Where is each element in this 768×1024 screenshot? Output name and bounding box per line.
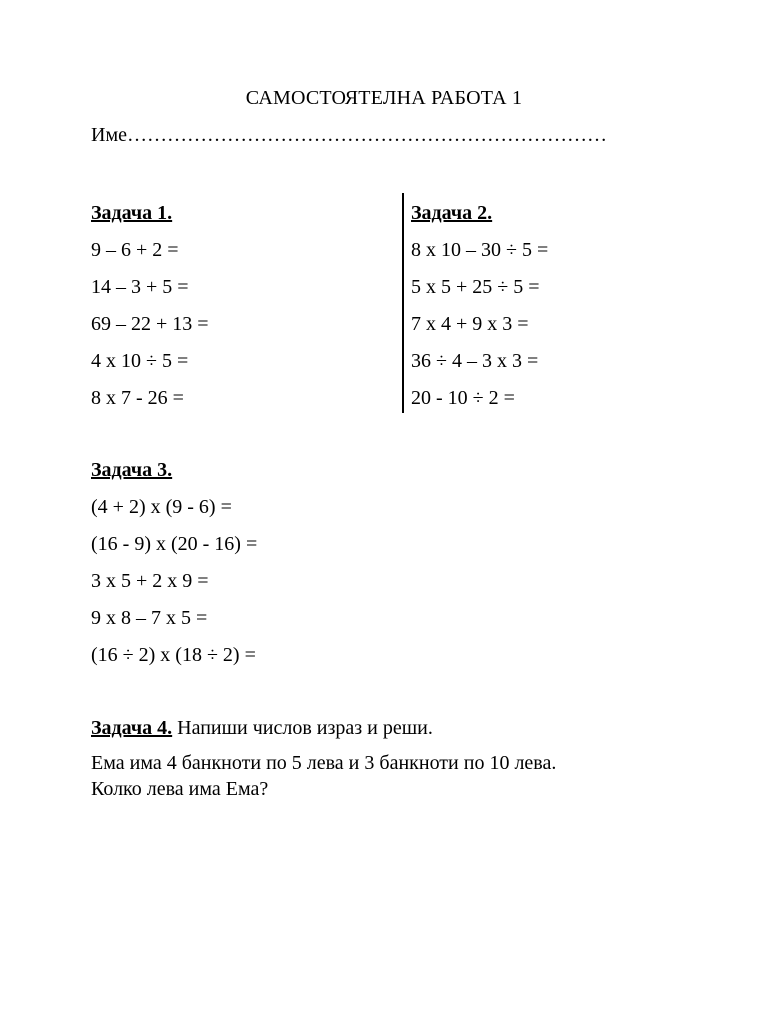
name-field-line: Име……………………………………………………………… [91,124,607,146]
task-1-expression: 8 x 7 - 26 = [91,387,184,409]
task-3-expression: (16 - 9) x (20 - 16) = [91,533,258,555]
task-3-expression: 3 x 5 + 2 x 9 = [91,570,209,592]
task-2-expression: 7 x 4 + 9 x 3 = [411,313,529,335]
task-1-expression: 4 x 10 ÷ 5 = [91,350,189,372]
task-2-expression: 5 x 5 + 25 ÷ 5 = [411,276,540,298]
task-4-header-line [91,713,691,743]
task-3-heading: Задача 3. [91,459,173,481]
task-3-expression: 9 x 8 – 7 x 5 = [91,607,208,629]
task-1-expression: 14 – 3 + 5 = [91,276,189,298]
task-4-instruction: Напиши числов израз и реши. [172,717,433,739]
task-3-expression: (16 ÷ 2) x (18 ÷ 2) = [91,644,256,666]
task-2-expression: 20 - 10 ÷ 2 = [411,387,515,409]
task-4-word-problem [91,750,691,802]
task-4-heading: Задача 4. [91,717,173,739]
task-3-column [91,455,257,677]
task-1-expression: 69 – 22 + 13 = [91,313,209,335]
task-2-expression: 8 x 10 – 30 ÷ 5 = [411,239,549,261]
task-3-expression: (4 + 2) x (9 - 6) = [91,496,232,518]
task-4-problem-line: Колко лева има Ема? [91,778,269,800]
task-1-column [91,198,209,420]
task-1-expression: 9 – 6 + 2 = [91,239,179,261]
page-title: САМОСТОЯТЕЛНА РАБОТА 1 [245,87,523,109]
task-4-problem-line: Ема има 4 банкноти по 5 лева и 3 банкноти по 10 лева. [91,752,557,774]
task-2-column [411,198,548,420]
column-divider [402,193,404,413]
task-2-heading: Задача 2. [411,202,493,224]
task-2-expression: 36 ÷ 4 – 3 x 3 = [411,350,539,372]
task-4-section [91,713,691,802]
task-1-heading: Задача 1. [91,202,173,224]
